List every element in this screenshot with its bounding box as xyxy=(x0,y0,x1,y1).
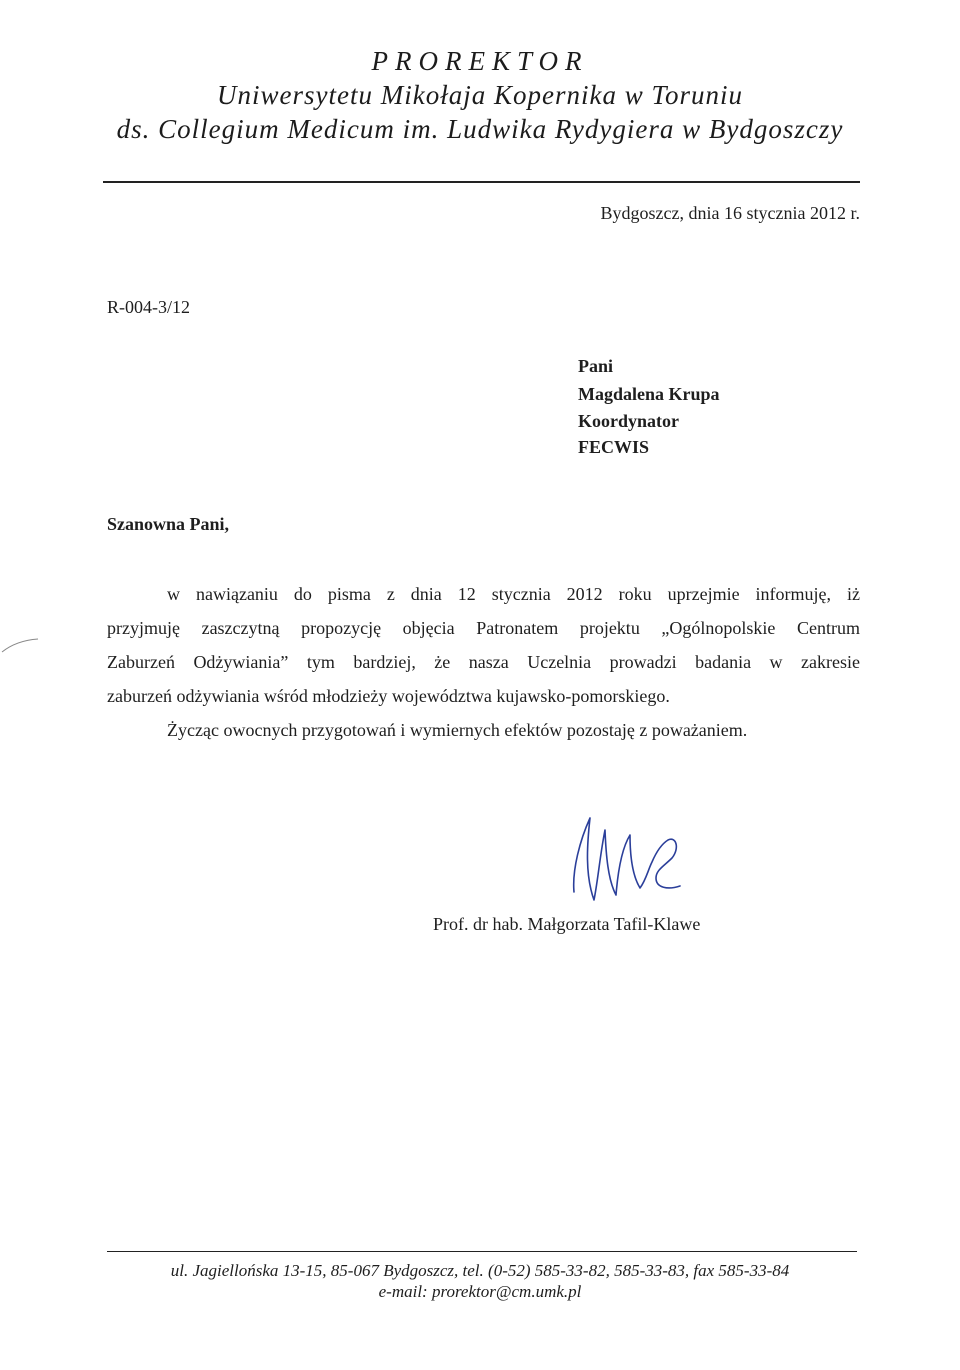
handwritten-signature xyxy=(560,800,710,915)
body-line: w nawiązaniu do pisma z dnia 12 stycznia 2012 roku uprzejmie informuję, iż xyxy=(167,584,860,604)
body-line: Zaburzeń Odżywiania” tym bardziej, że nasza Uczelnia prowadzi badania w zakresie xyxy=(107,652,860,672)
letterhead-college: ds. Collegium Medicum im. Ludwika Rydygiera w Bydgoszczy xyxy=(116,114,844,144)
recipient-line: Koordynator xyxy=(578,411,679,431)
signer-name: Prof. dr hab. Małgorzata Tafil-Klawe xyxy=(433,914,701,934)
footer-email: e-mail: prorektor@cm.umk.pl xyxy=(378,1282,582,1301)
reference-number: R-004-3/12 xyxy=(107,297,190,317)
body-line: przyjmuję zaszczytną propozycję objęcia Patronatem projektu „Ogólnopolskie Centrum xyxy=(107,618,860,638)
letter-date: Bydgoszcz, dnia 16 stycznia 2012 r. xyxy=(600,203,860,223)
header-divider xyxy=(103,181,860,183)
body-line: zaburzeń odżywiania wśród młodzieży województwa kujawsko-pomorskiego. xyxy=(107,686,670,706)
salutation: Szanowna Pani, xyxy=(107,514,230,534)
letterhead-university: Uniwersytetu Mikołaja Kopernika w Toruniu xyxy=(217,80,743,110)
recipient-line: Pani xyxy=(578,356,614,376)
footer-divider xyxy=(107,1251,857,1252)
margin-scan-mark xyxy=(0,636,40,656)
body-line: Życząc owocnych przygotowań i wymiernych efektów pozostaję z poważaniem. xyxy=(167,720,748,740)
recipient-line: FECWIS xyxy=(578,437,650,457)
recipient-line: Magdalena Krupa xyxy=(578,384,720,404)
footer-address: ul. Jagiellońska 13-15, 85-067 Bydgoszcz, tel. (0-52) 585-33-82, 585-33-83, fax 585-33-84 xyxy=(170,1261,790,1280)
letterhead-title: PROREKTOR xyxy=(371,46,589,76)
